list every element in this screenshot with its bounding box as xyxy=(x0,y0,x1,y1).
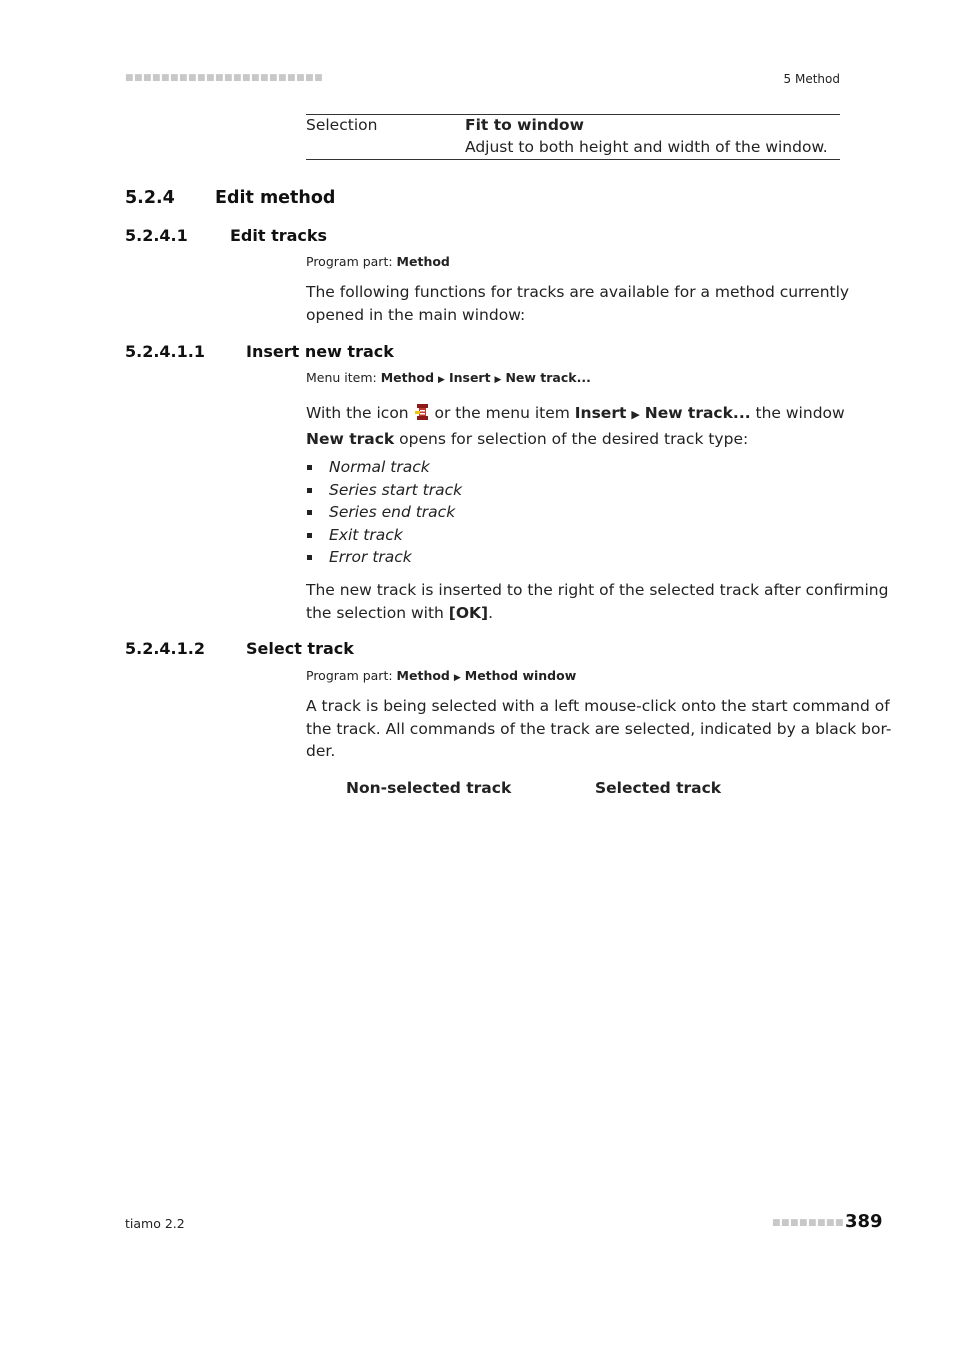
menu-path-item: Insert xyxy=(448,370,491,385)
list-item-text: Normal track xyxy=(329,458,430,476)
program-part-line xyxy=(306,668,576,683)
list-item-text: Exit track xyxy=(329,525,403,544)
text-run: opens for selection of the desired track type: xyxy=(394,429,749,448)
program-part-label: Program part: xyxy=(306,668,397,683)
paragraph-line: A track is being selected with a left mouse-click onto the start command of xyxy=(306,697,890,715)
menu-arrow-icon: ▶ xyxy=(494,375,502,385)
table-label: Selection xyxy=(306,116,378,134)
subsubsection-number: 5.2.4.1.1 xyxy=(125,342,205,361)
table-bottom-rule xyxy=(306,159,840,160)
bullet-icon xyxy=(307,533,312,538)
subsubsection-number: 5.2.4.1.2 xyxy=(125,639,205,658)
section-title: Edit method xyxy=(215,188,336,208)
insert-track-note xyxy=(306,579,888,624)
window-ref: New track xyxy=(306,429,395,448)
menu-arrow-icon: ▶ xyxy=(453,673,461,683)
table-option-title: Fit to window xyxy=(465,116,584,134)
program-part-value: Method xyxy=(396,668,450,683)
page-number: 389 xyxy=(845,1211,883,1232)
list-item xyxy=(306,546,462,569)
paragraph-line: The new track is inserted to the right of the selected track after confirming xyxy=(306,581,889,599)
subsection-number: 5.2.4.1 xyxy=(125,226,188,245)
edit-tracks-intro xyxy=(306,281,849,326)
menu-arrow-icon: ▶ xyxy=(438,375,445,385)
list-item xyxy=(306,479,462,502)
subsubsection-title: Select track xyxy=(246,639,354,658)
paragraph-line: the track. All commands of the track are selected, indicated by a black bor- xyxy=(306,719,892,738)
menu-arrow-icon: ▶ xyxy=(631,408,640,421)
footer-decoration: ■■■■■■■■ xyxy=(772,1218,845,1228)
intro-line: opened in the main window: xyxy=(306,305,526,324)
bullet-icon xyxy=(307,465,312,470)
menu-path-item: New track... xyxy=(505,370,591,385)
bullet-icon xyxy=(307,510,312,515)
text-run: With the icon xyxy=(306,404,414,422)
intro-line: The following functions for tracks are available for a method currently xyxy=(306,283,850,301)
program-part-value: Method xyxy=(396,254,450,269)
ok-button-ref: [OK] xyxy=(448,603,489,622)
list-item-text: Series start track xyxy=(329,480,463,499)
track-type-list xyxy=(306,456,462,569)
bullet-icon xyxy=(307,488,312,493)
insert-track-paragraph xyxy=(306,402,846,450)
new-track-icon xyxy=(414,403,430,421)
paragraph-line xyxy=(306,428,846,451)
list-item xyxy=(306,501,462,524)
menu-ref: Insert xyxy=(574,404,627,422)
select-track-paragraph xyxy=(306,695,891,763)
text-run: the selection with xyxy=(306,603,449,622)
menu-ref: New track... xyxy=(644,404,751,422)
paragraph-line: der. xyxy=(306,742,336,760)
text-run: the window xyxy=(750,404,845,422)
list-item-text: Error track xyxy=(329,548,412,566)
list-item-text: Series end track xyxy=(329,503,456,521)
footer-product: tiamo 2.2 xyxy=(125,1216,185,1231)
program-part-line xyxy=(306,254,450,269)
table-option-desc: Adjust to both height and width of the window. xyxy=(465,138,828,156)
column-heading-selected: Selected track xyxy=(595,779,722,797)
subsubsection-title: Insert new track xyxy=(246,342,394,361)
paragraph-line xyxy=(306,402,846,427)
bullet-icon xyxy=(307,555,312,560)
menu-path-item: Method xyxy=(380,370,435,385)
menu-item-line xyxy=(306,370,591,385)
subsection-title: Edit tracks xyxy=(230,226,328,245)
list-item xyxy=(306,456,462,479)
column-heading-nonselected: Non-selected track xyxy=(346,779,512,797)
chapter-title: 5 Method xyxy=(783,72,840,86)
header-decoration: ■■■■■■■■■■■■■■■■■■■■■■ xyxy=(125,73,324,83)
list-item xyxy=(306,524,462,547)
paragraph-line xyxy=(306,602,888,625)
section-number: 5.2.4 xyxy=(125,188,175,208)
program-part-label: Program part: xyxy=(306,254,397,269)
program-part-value: Method window xyxy=(464,668,577,683)
text-run: . xyxy=(488,603,494,622)
text-run: or the menu item xyxy=(429,404,575,422)
menu-item-label: Menu item: xyxy=(306,370,381,385)
